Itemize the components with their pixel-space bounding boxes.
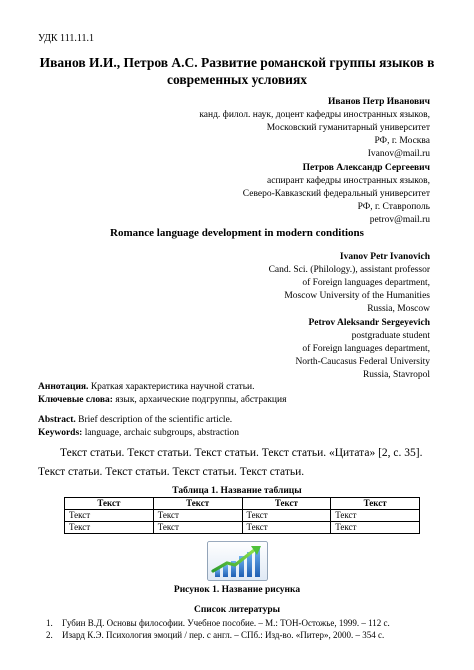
reference-item [46,629,390,641]
author-affiliation-line: Московский гуманитарный университет [266,123,430,133]
udk-code: УДК 111.11.1 [38,33,94,44]
body-text-line-2: Текст статьи. Текст статьи. Текст статьи. Текст статьи. [38,466,305,478]
author-name: Ivanov Petr Ivanovich [339,252,430,262]
annotation-ru [38,381,438,406]
title-line-1: Иванов И.И., Петров А.С. Развитие романской группы языков в [39,55,435,70]
body-text-line-1: Текст статьи. Текст статьи. Текст статьи. Текст статьи. «Цитата» [2, с. 35]. [60,447,423,459]
author-name: Петров Александр Сергеевич [302,163,430,173]
keywords-ru-text: язык, архаические подгруппы, абстракция [112,394,287,405]
reference-number: 1. [46,618,53,628]
article-title-ru [30,54,444,88]
table-cell: Текст [153,510,242,522]
author-affiliation-line: Moscow University of the Humanities [284,291,430,301]
author-location: РФ, г. Москва [374,136,430,146]
author-affiliation-line: of Foreign languages department, [302,344,430,354]
reference-number: 2. [46,630,53,640]
author-affiliation-line: аспирант кафедры иностранных языков, [267,176,430,186]
table-cell: Текст [65,510,154,522]
keywords-ru-label: Ключевые слова: [38,394,113,405]
table-header-cell: Текст [242,498,331,510]
table-row [65,522,420,534]
annotation-label: Аннотация. [38,382,89,392]
table-caption: Таблица 1. Название таблицы [172,486,302,496]
author-affiliation-line: North-Caucasus Federal University [295,357,430,367]
abstract-en [38,414,438,439]
table-cell: Текст [242,522,331,534]
table-cell: Текст [65,522,154,534]
abstract-label: Abstract. [38,415,76,425]
author-1-en [269,251,430,316]
data-table [64,497,420,534]
table-header-cell: Текст [65,498,154,510]
reference-item [46,617,390,629]
author-affiliation-line: канд. филол. наук, доцент кафедры иностранных языков, [199,110,430,120]
article-title-en: Romance language development in modern conditions [110,227,364,239]
author-2-en [295,317,430,382]
table-cell: Текст [331,510,420,522]
author-name: Petrov Aleksandr Sergeyevich [308,318,430,328]
keywords-en-text: language, archaic subgroups, abstraction [82,427,240,438]
table-cell: Текст [242,510,331,522]
table-cell: Текст [331,522,420,534]
abstract-text: Brief description of the scientific article. [75,415,233,425]
table-cell: Текст [153,522,242,534]
author-affiliation-line: Cand. Sci. (Philology.), assistant professor [268,265,430,275]
annotation-text: Краткая характеристика научной статьи. [88,382,255,392]
author-2-ru [243,162,430,227]
author-1-ru [199,96,430,161]
author-location: РФ, г. Ставрополь [357,202,430,212]
growth-chart-icon [207,541,268,581]
table-header-cell: Текст [153,498,242,510]
reference-text: Губин В.Д. Основы философии. Учебное пособие. – М.: ТОН-Остожье, 1999. – 112 с. [62,618,390,628]
figure-caption: Рисунок 1. Название рисунка [173,585,301,595]
author-email[interactable]: Ivanov@mail.ru [367,149,430,159]
references-list [46,617,390,641]
author-affiliation-line: Северо-Кавказский федеральный университет [242,189,430,199]
author-affiliation-line: of Foreign languages department, [302,278,430,288]
references-heading: Список литературы [193,605,281,615]
author-affiliation-line: postgraduate student [351,331,430,341]
table-header-cell: Текст [331,498,420,510]
author-name: Иванов Петр Иванович [327,97,430,107]
reference-text: Изард К.Э. Психология эмоций / пер. с англ. – СПб.: Изд-во. «Питер», 2000. – 354 с. [62,630,385,640]
author-location: Russia, Moscow [367,304,430,314]
author-location: Russia, Stavropol [362,370,430,380]
keywords-en-label: Keywords: [38,427,83,438]
table-row [65,510,420,522]
table-header-row [65,498,420,510]
title-line-2: современных условиях [166,72,308,87]
figure-image [207,541,268,581]
author-email[interactable]: petrov@mail.ru [369,215,430,225]
